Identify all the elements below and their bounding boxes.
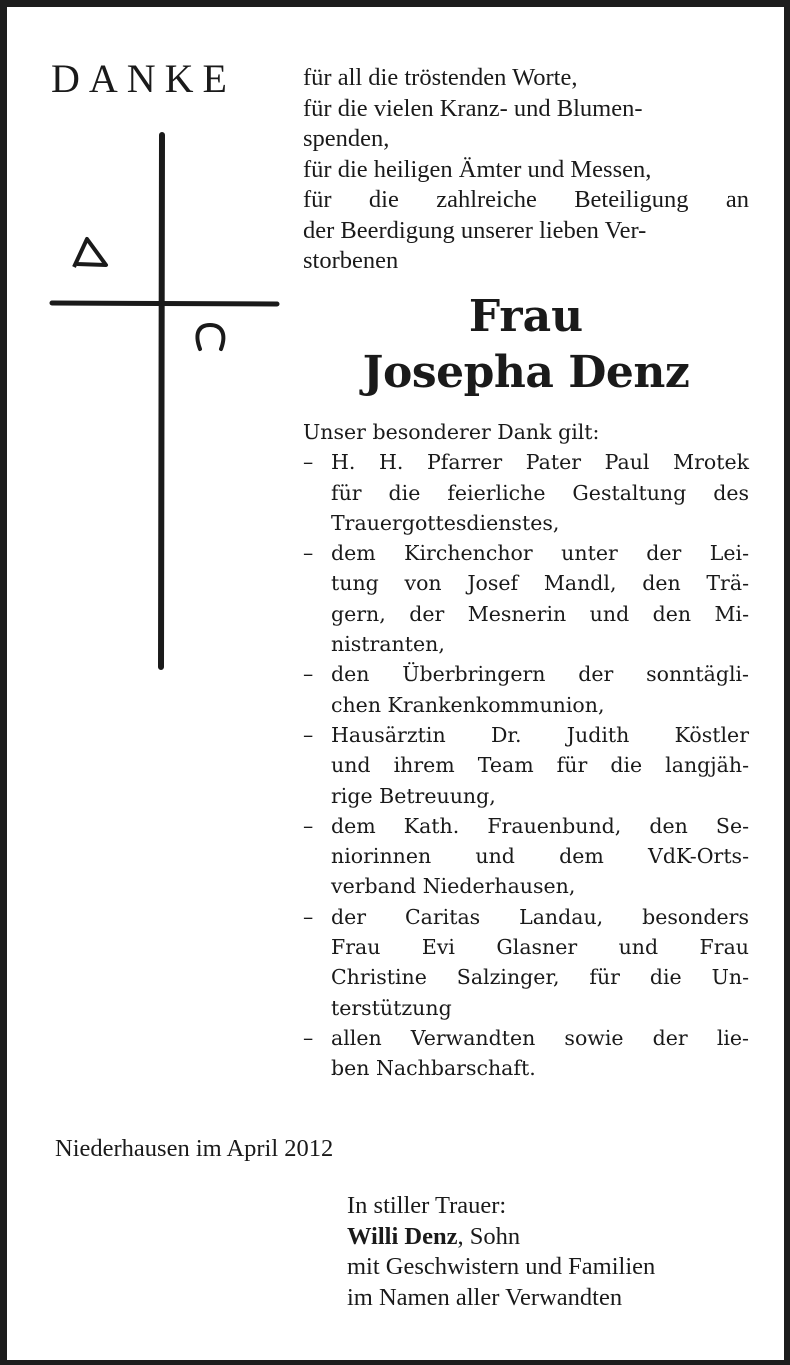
intro-line: für die zahlreiche Beteiligung an [303,186,749,213]
list-item [303,1023,749,1084]
list-item-line: den Überbringern der sonntägli- [331,662,749,687]
deceased-title: Frau [468,291,584,342]
list-item-line: und ihrem Team für die langjäh- [331,753,749,778]
list-item-line: Frau Evi Glasner und Frau [331,935,749,960]
list-item [303,538,749,659]
alpha-icon [74,239,106,267]
dash: – [303,813,314,838]
place-date: Niederhausen im April 2012 [55,1135,334,1162]
list-item-line: der Caritas Landau, besonders [331,904,749,929]
list-item-line: nistranten, [331,632,445,657]
signer-name: Willi Denz [347,1222,458,1250]
dash: – [303,904,314,929]
list-item-line: für die feierliche Gestaltung des [331,480,749,505]
list-item-line: Christine Salzinger, für die Un- [331,965,749,990]
list-item-line: chen Krankenkommunion, [331,692,605,717]
list-item-line: tung von Josef Mandl, den Trä- [331,571,749,596]
list-item-line: dem Kath. Frauenbund, den Se- [331,813,749,838]
intro-line: für all die tröstenden Worte, [303,64,578,91]
signer-line [347,1222,655,1253]
list-item-line: Trauergottesdienstes, [331,510,560,535]
list-item [303,811,749,902]
dash: – [303,662,314,687]
list-item [303,447,749,538]
list-item-line: rige Betreuung, [331,783,496,808]
signature-line: im Namen aller Verwandten [347,1283,623,1311]
signature-heading: In stiller Trauer: [347,1192,507,1219]
list-item-line: gern, der Mesnerin und den Mi- [331,601,749,626]
signature-line: mit Geschwistern und Familien [347,1253,656,1280]
signer-relation: , Sohn [457,1222,521,1250]
special-thanks-heading: Unser besonderer Dank gilt: [303,420,600,444]
heading-danke: DANKE [51,56,236,101]
list-item-line: Hausärztin Dr. Judith Köstler [331,722,749,747]
list-item [303,720,749,811]
dash: – [303,541,314,566]
omega-icon [197,325,223,349]
signature-block [347,1191,655,1313]
list-item-line: niorinnen und dem VdK-Orts- [331,844,749,869]
dash: – [303,722,314,747]
list-item-line: dem Kirchenchor unter der Lei- [331,541,749,566]
intro-line: der Beerdigung unserer lieben Ver- [303,216,647,244]
list-item-line: terstützung [331,995,452,1020]
intro-text [303,63,749,277]
list-item-line: ben Nachbarschaft. [331,1056,536,1081]
deceased-name: Josepha Denz [362,347,690,398]
dash: – [303,450,314,475]
special-thanks [303,417,749,1084]
list-item-line: verband Niederhausen, [331,874,576,899]
cross-alpha-omega-icon [7,7,307,707]
intro-line: für die vielen Kranz- und Blumen- [303,94,643,122]
intro-line: spenden, [303,125,390,152]
list-item [303,902,749,1023]
list-item-line: allen Verwandten sowie der lie- [331,1025,749,1050]
list-item [303,659,749,720]
list-item-line: H. H. Pfarrer Pater Paul Mrotek [331,450,749,475]
intro-line: für die heiligen Ämter und Messen, [303,155,652,183]
deceased-name-block [303,289,749,401]
intro-line: storbenen [303,247,399,274]
dash: – [303,1025,314,1050]
thanks-list [303,447,749,1083]
